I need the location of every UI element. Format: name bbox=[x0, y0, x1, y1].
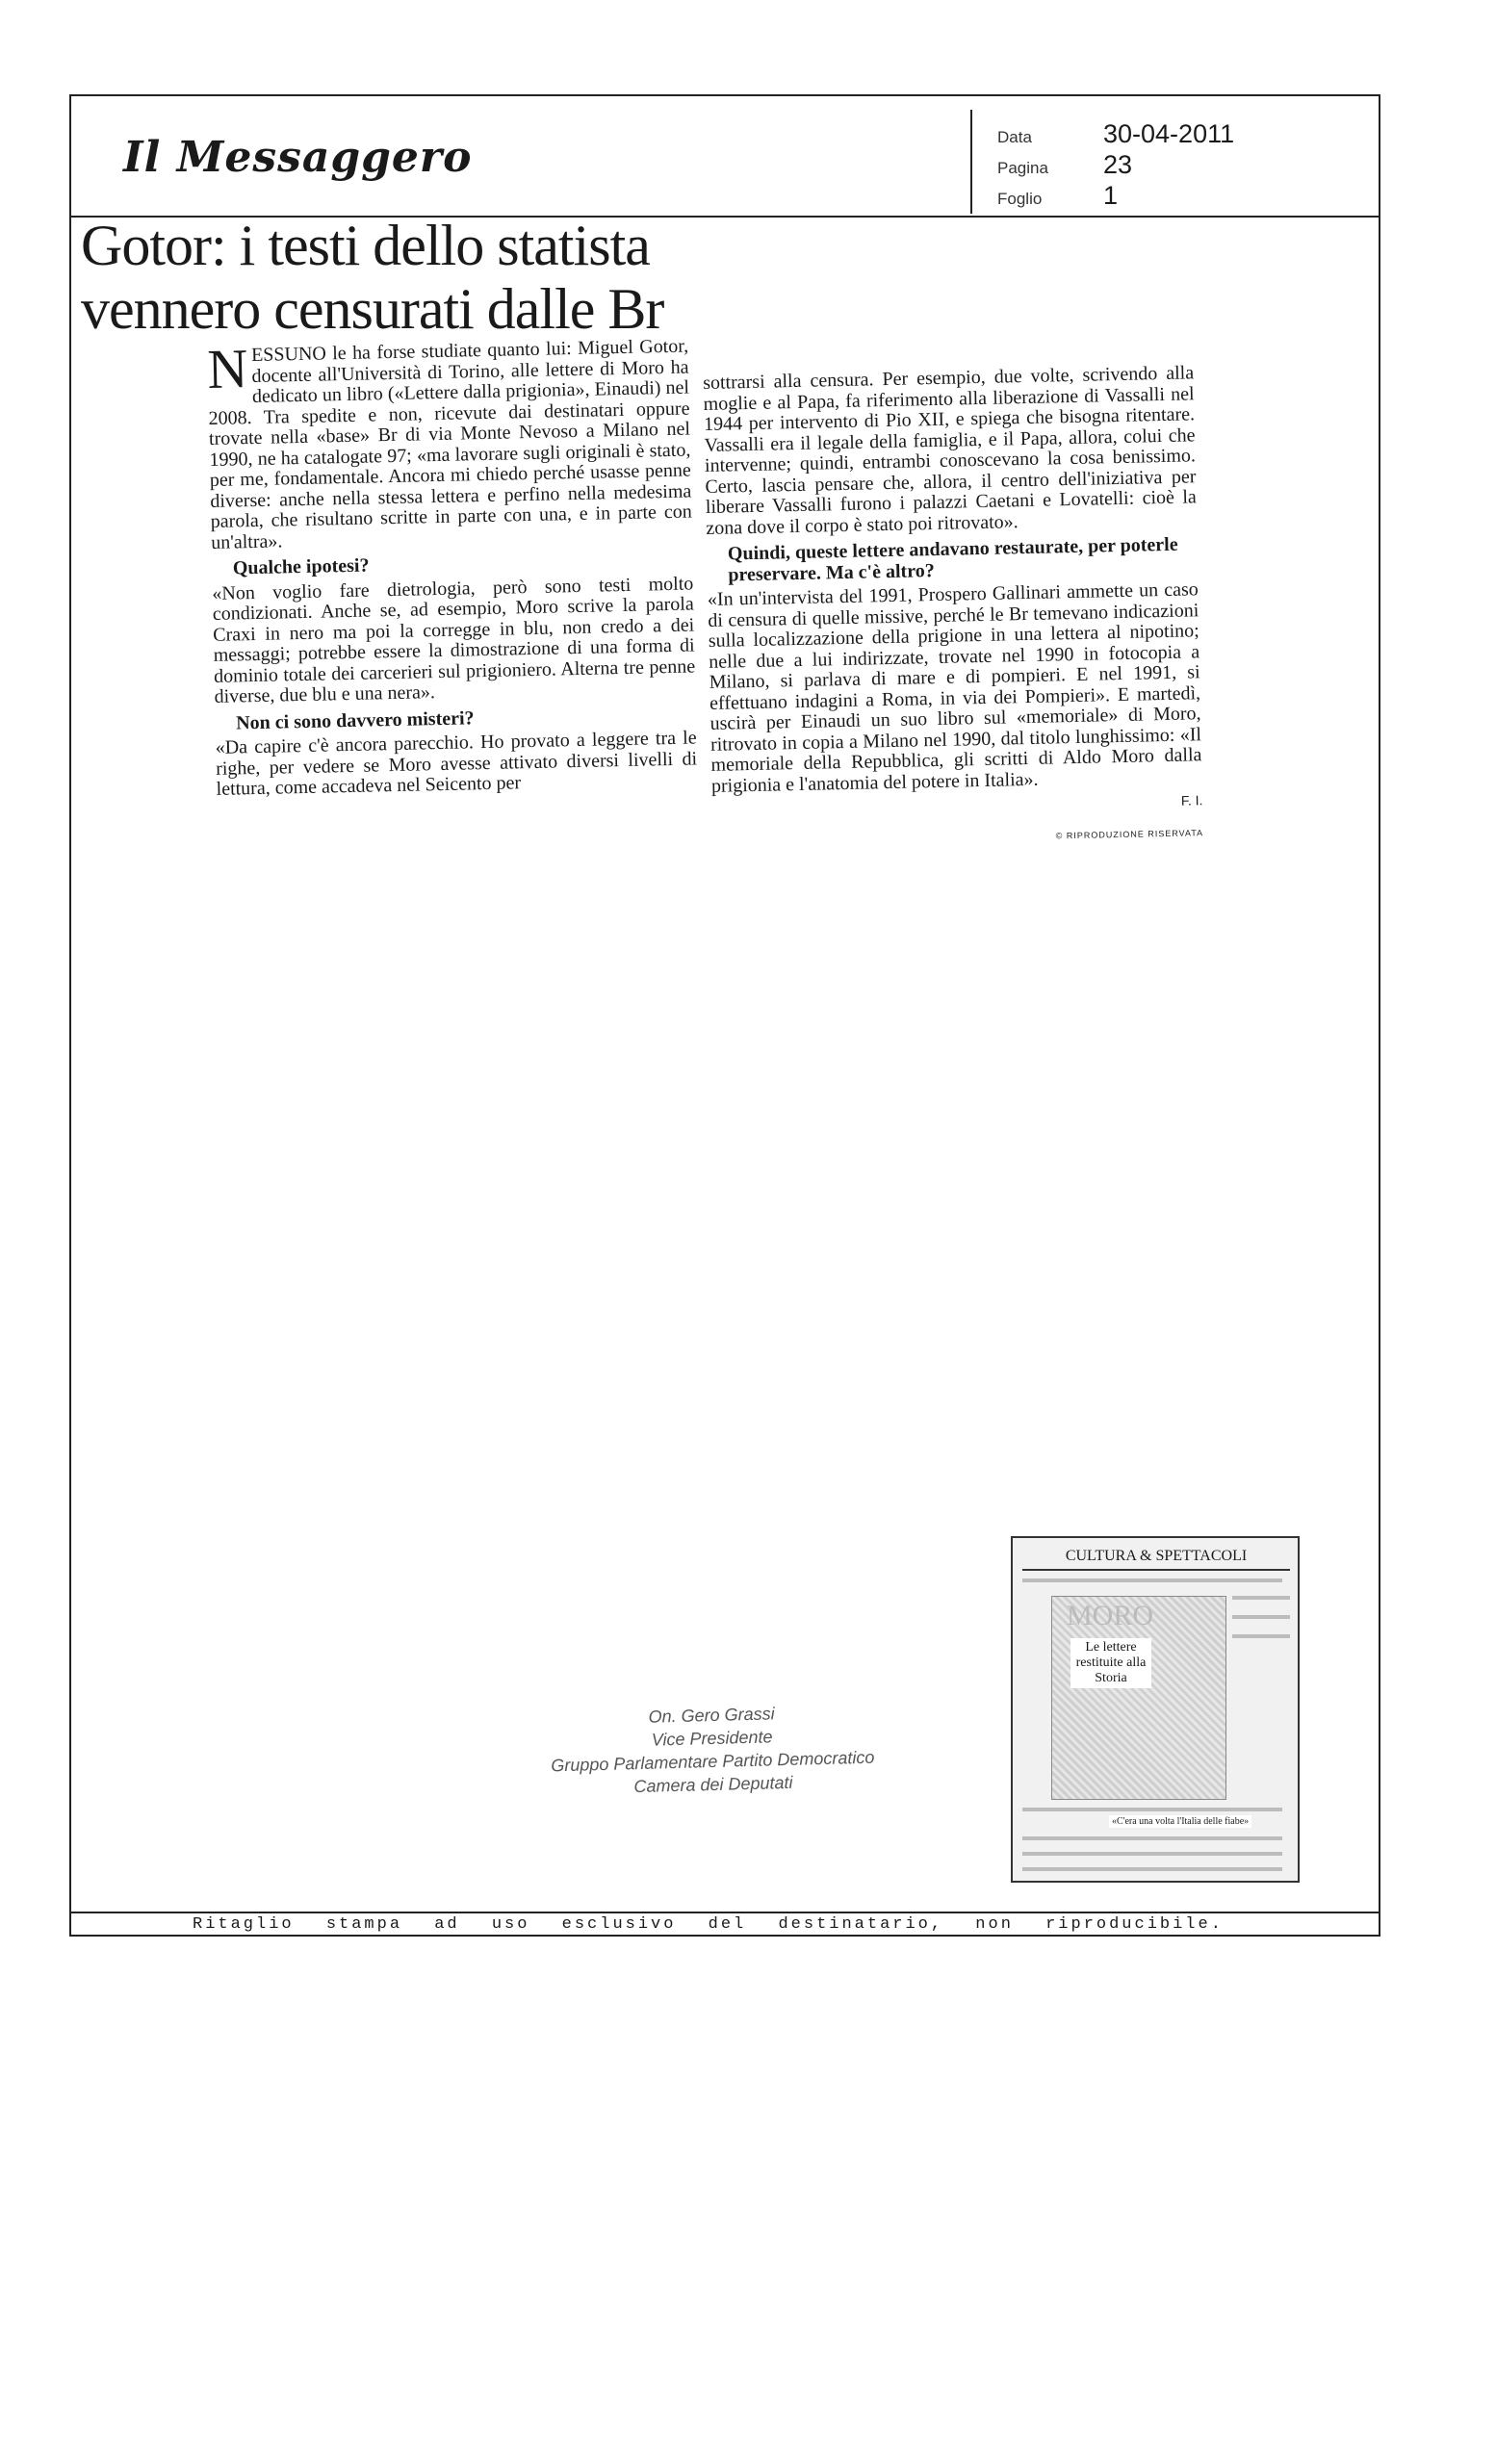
thumbnail-text-line bbox=[1232, 1615, 1290, 1619]
date-label: Data bbox=[997, 128, 1032, 146]
paragraph: «In un'intervista del 1991, Prospero Gallinari ammette un caso di censura di quelle missive, perché le Br temevano indicazioni sulla localizzazione della prigione in una lettera al nipotino; nelle due a lui indirizzate, trovate nel 1990 in fotocopia a Milano, si parlava di mare e di pompieri. E nel 1991, si effettuano indagini a Roma, in via dei Pompieri». E martedì, uscirà per Einaudi un suo libro sul «memoriale» di Moro, ritrovato in copia a Milano nel 1990, dal titolo lunghissimo: «Il memoriale della Repubblica, gli scritti di Aldo Moro dalla prigionia e l'anatomia del potere in Italia». bbox=[707, 578, 1202, 797]
date-row bbox=[997, 119, 1234, 149]
thumbnail-text-line bbox=[1022, 1852, 1282, 1856]
page-thumbnail bbox=[1011, 1536, 1300, 1883]
date-value: 30-04-2011 bbox=[1103, 119, 1235, 148]
meta-box bbox=[970, 110, 1380, 214]
paragraph bbox=[207, 337, 692, 553]
stamp-name: On. Gero Grassi bbox=[648, 1704, 775, 1727]
article-headline: Gotor: i testi dello statista vennero censurati dalle Br bbox=[81, 214, 664, 341]
page-label: Pagina bbox=[997, 159, 1048, 177]
thumbnail-text-line bbox=[1232, 1634, 1290, 1638]
article-column-2 bbox=[703, 363, 1203, 858]
stamp-role: Vice Presidente bbox=[651, 1727, 773, 1750]
article-column-1 bbox=[207, 337, 698, 805]
paragraph: sottrarsi alla censura. Per esempio, due volte, scrivendo alla moglie e al Papa, fa riferimento alla liberazione di Vassalli nel 1944 per intervento di Pio XII, e spiega che bisogna ritentare. Vassalli era il legale della famiglia, e il Papa, allora, colui che intervenne; quindi, entrambi conoscevano la cosa benissimo. Certo, lascia pensare che, allora, il centro dell'iniziativa per liberare Vassalli furono i palazzi Caetani e Lovatelli: cioè la zona dove il corpo è stato poi ritrovato». bbox=[702, 362, 1198, 539]
thumbnail-text-line bbox=[1232, 1596, 1290, 1600]
page-row bbox=[997, 150, 1132, 180]
thumbnail-text-line bbox=[1022, 1578, 1282, 1582]
header-bar bbox=[69, 94, 1380, 218]
thumbnail-section-title: CULTURA & SPETTACOLI bbox=[1022, 1548, 1290, 1571]
footer-disclaimer: Ritaglio stampa ad uso esclusivo del destinatario, non riproducibile. bbox=[193, 1915, 1224, 1934]
sheet-value: 1 bbox=[1103, 181, 1119, 210]
thumbnail-text-line bbox=[1022, 1808, 1282, 1811]
dropcap: N bbox=[206, 337, 249, 400]
paragraph-text: ESSUNO le ha forse studiate quanto lui: Miguel Gotor, docente all'Università di Torino, alle lettere di Moro ha dedicato un libro («Lettere dalla prigionia», Einaudi) nel 2008. Tra spedite e non, ricevute dai destinatari oppure trovate nella «base» Br di via Monte Nevoso a Milano nel 1990, ne ha catalogate 97; «ma lavorare sugli originali è stato, per me, fondamentale. Ancora mi chiedo perché usasse penne diverse: anche nella stessa lettera e perfino nella medesima parola, che risultano scritte in parte con una, e in parte con un'altra». bbox=[208, 335, 692, 553]
thumbnail-text-line bbox=[1022, 1836, 1282, 1840]
author-signature: F. I. bbox=[1180, 792, 1203, 808]
office-stamp bbox=[500, 1698, 925, 1801]
thumbnail-caption: «C'era una volta l'Italia delle fiabe» bbox=[1109, 1815, 1251, 1828]
interview-question: Non ci sono davvero misteri? bbox=[235, 706, 475, 733]
thumbnail-subtitle: Le lettere restituite alla Storia bbox=[1070, 1638, 1151, 1688]
interview-question: Quindi, queste lettere andavano restaurate, per poterle preservare. Ma c'è altro? bbox=[727, 533, 1178, 585]
thumbnail-text-line bbox=[1022, 1867, 1282, 1871]
paragraph: «Da capire c'è ancora parecchio. Ho provato a leggere tra le righe, per vedere se Moro avesse attivato diversi livelli di lettura, come accadeva nel Seicento per bbox=[215, 727, 698, 800]
sheet-row bbox=[997, 181, 1118, 211]
newspaper-masthead: Il Messaggero bbox=[123, 133, 473, 182]
page-value: 23 bbox=[1103, 150, 1133, 179]
paragraph: «Non voglio fare dietrologia, però sono testi molto condizionati. Anche se, ad esempio, Moro scrive la parola Craxi in nero ma poi la corregge in blu, non credo a dei messaggi; potrebbe essere la dimostrazione di una forma di dominio totale dei carcerieri sul prigioniero. Alterna tre penne diverse, due blu e una nera». bbox=[212, 572, 696, 707]
stamp-group: Gruppo Parlamentare Partito Democratico bbox=[551, 1747, 875, 1776]
stamp-chamber: Camera dei Deputati bbox=[633, 1772, 793, 1797]
sheet-label: Foglio bbox=[997, 190, 1043, 208]
thumbnail-big-title: MORO bbox=[1067, 1600, 1154, 1631]
copyright-notice: © RIPRODUZIONE RISERVATA bbox=[1055, 827, 1204, 840]
interview-question: Qualche ipotesi? bbox=[232, 554, 370, 579]
